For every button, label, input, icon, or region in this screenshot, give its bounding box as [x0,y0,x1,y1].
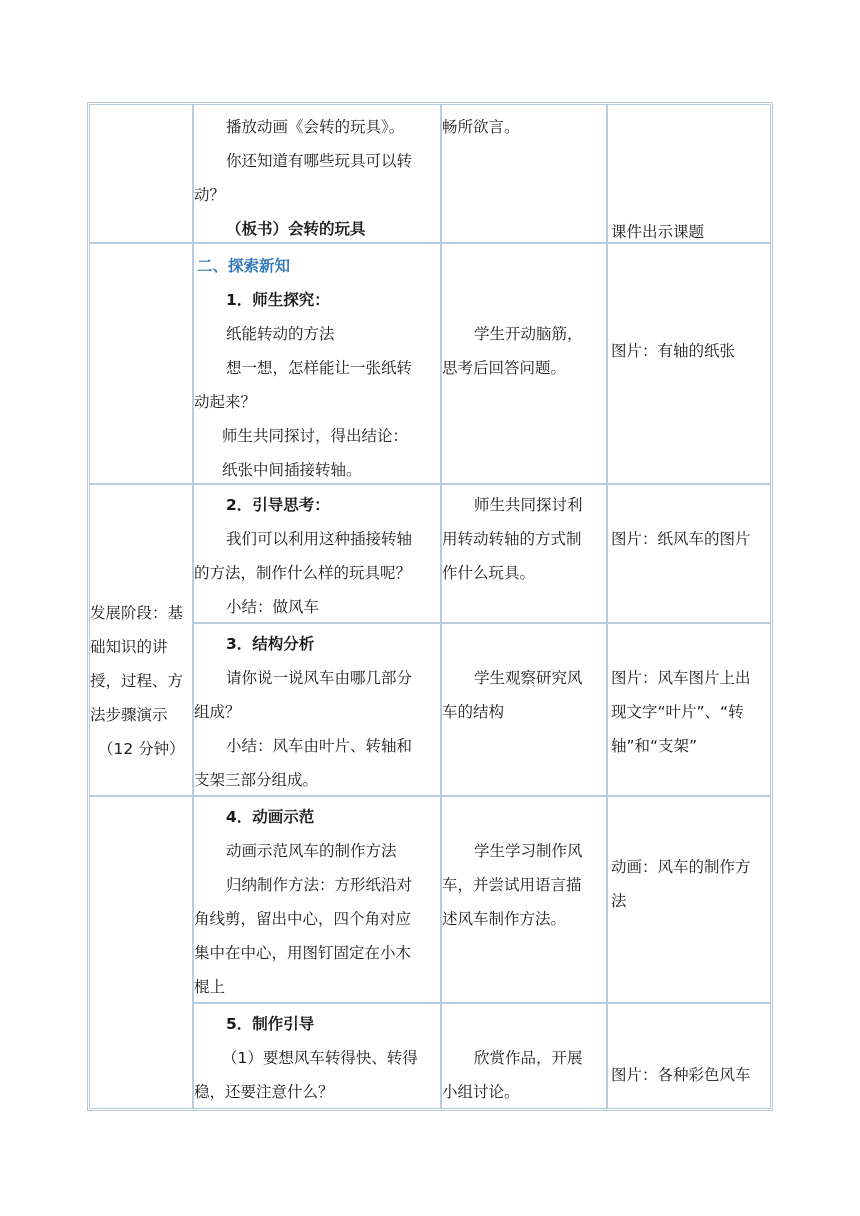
row1-stage-cell [89,104,193,243]
row5-media-line2: 法 [611,892,627,910]
row2-line3: 动起来？ [194,393,257,411]
row4-line2: 组成？ [194,703,241,721]
row2-line4: 师生共同探讨，得出结论： [222,427,409,445]
row3-title: 2．引导思考： [226,496,330,514]
row4-student-cell [441,623,607,796]
row3-student-line3: 作什么玩具。 [442,564,536,582]
row3-student-cell [441,484,607,623]
row4-title: 3．结构分析 [226,635,315,653]
row1-teacher-line4: （板书）会转的玩具 [226,220,366,238]
row5-line5: 棍上 [194,978,226,996]
row1-media-line1: 课件出示课题 [611,223,705,241]
row1-teacher-line1: 播放动画《会转的玩具》。 [226,118,405,136]
row5-line1: 动画示范风车的制作方法 [226,842,397,860]
row6-line2: 稳，还要注意什么？ [194,1083,334,1101]
row2-student-line1: 学生开动脑筋， [474,325,583,343]
row5-line3: 角线剪，留出中心，四个角对应 [194,910,412,928]
row1-student-line1: 畅所欲言。 [442,118,520,136]
row5-teacher-cell [193,796,441,1003]
section-heading: 二、探索新知 [197,257,291,275]
row3-media-cell [607,484,771,623]
row3-line2: 的方法，制作什么样的玩具呢？ [194,564,412,582]
row6-media-line: 图片：各种彩色风车 [611,1066,751,1084]
row3-line1: 我们可以利用这种插接转轴 [226,530,413,548]
row1-teacher-line2: 你还知道有哪些玩具可以转 [226,152,413,170]
row2-line5: 纸张中间插接转轴。 [222,461,362,479]
row6-student-line1: 欣赏作品，开展 [474,1049,583,1067]
row6-media-cell [607,1003,771,1109]
row5-media-cell [607,796,771,1003]
row2-teacher-cell [193,243,441,484]
row2-student-line2: 思考后回答问题。 [442,359,567,377]
stage-cell-bottom [89,796,193,1109]
row5-line4: 集中在中心，用图钉固定在小木 [194,944,412,962]
row5-student-line2: 车，并尝试用语言描 [442,876,582,894]
row3-line3: 小结：做风车 [226,598,320,616]
row6-line1: （1）要想风车转得快、转得 [222,1049,418,1067]
row2-media-line: 图片：有轴的纸张 [611,342,736,360]
row6-teacher-cell [193,1003,441,1109]
row1-student-cell [441,104,607,243]
row4-teacher-cell [193,623,441,796]
row2-media-cell [607,243,771,484]
row5-student-line1: 学生学习制作风 [474,842,583,860]
row2-line1: 纸能转动的方法 [226,325,335,343]
stage-line2: 础知识的讲 [90,638,168,656]
row2-student-cell [441,243,607,484]
stage-line4: 法步骤演示 [90,706,168,724]
row1-media-cell [607,104,771,243]
row3-student-line1: 师生共同探讨利 [474,496,583,514]
stage-line3: 授，过程、方 [90,672,184,690]
row4-media-line1: 图片：风车图片上出 [611,669,751,687]
row4-line1: 请你说一说风车由哪几部分 [226,669,413,687]
row5-student-cell [441,796,607,1003]
row6-title: 5．制作引导 [226,1015,315,1033]
row1-teacher-cell [193,104,441,243]
row5-media-line1: 动画：风车的制作方 [611,858,751,876]
row3-media-line: 图片：纸风车的图片 [611,530,751,548]
row4-student-line1: 学生观察研究风 [474,669,583,687]
stage-cell-top [89,243,193,484]
row6-student-line2: 小组讨论。 [442,1083,520,1101]
row6-student-cell [441,1003,607,1109]
row3-teacher-cell [193,484,441,623]
row3-student-line2: 用转动转轴的方式制 [442,530,582,548]
stage-label [90,596,193,766]
row1-teacher-line3: 动？ [194,186,226,204]
row4-line4: 支架三部分组成。 [194,771,319,789]
row4-media-cell [607,623,771,796]
stage-line1: 发展阶段：基 [90,604,184,622]
stage-line5: （12 分钟） [98,740,185,758]
row4-media-line2: 现文字“叶片”、“转 [611,703,744,721]
row5-title: 4．动画示范 [226,808,315,826]
row5-line2: 归纳制作方法：方形纸沿对 [226,876,413,894]
row2-line2: 想一想，怎样能让一张纸转 [226,359,413,377]
row4-media-line3: 轴”和“支架” [611,737,698,755]
row2-title: 1．师生探究： [226,291,330,309]
row4-line3: 小结：风车由叶片、转轴和 [226,737,413,755]
row5-student-line3: 述风车制作方法。 [442,910,567,928]
row4-student-line2: 车的结构 [442,703,505,721]
